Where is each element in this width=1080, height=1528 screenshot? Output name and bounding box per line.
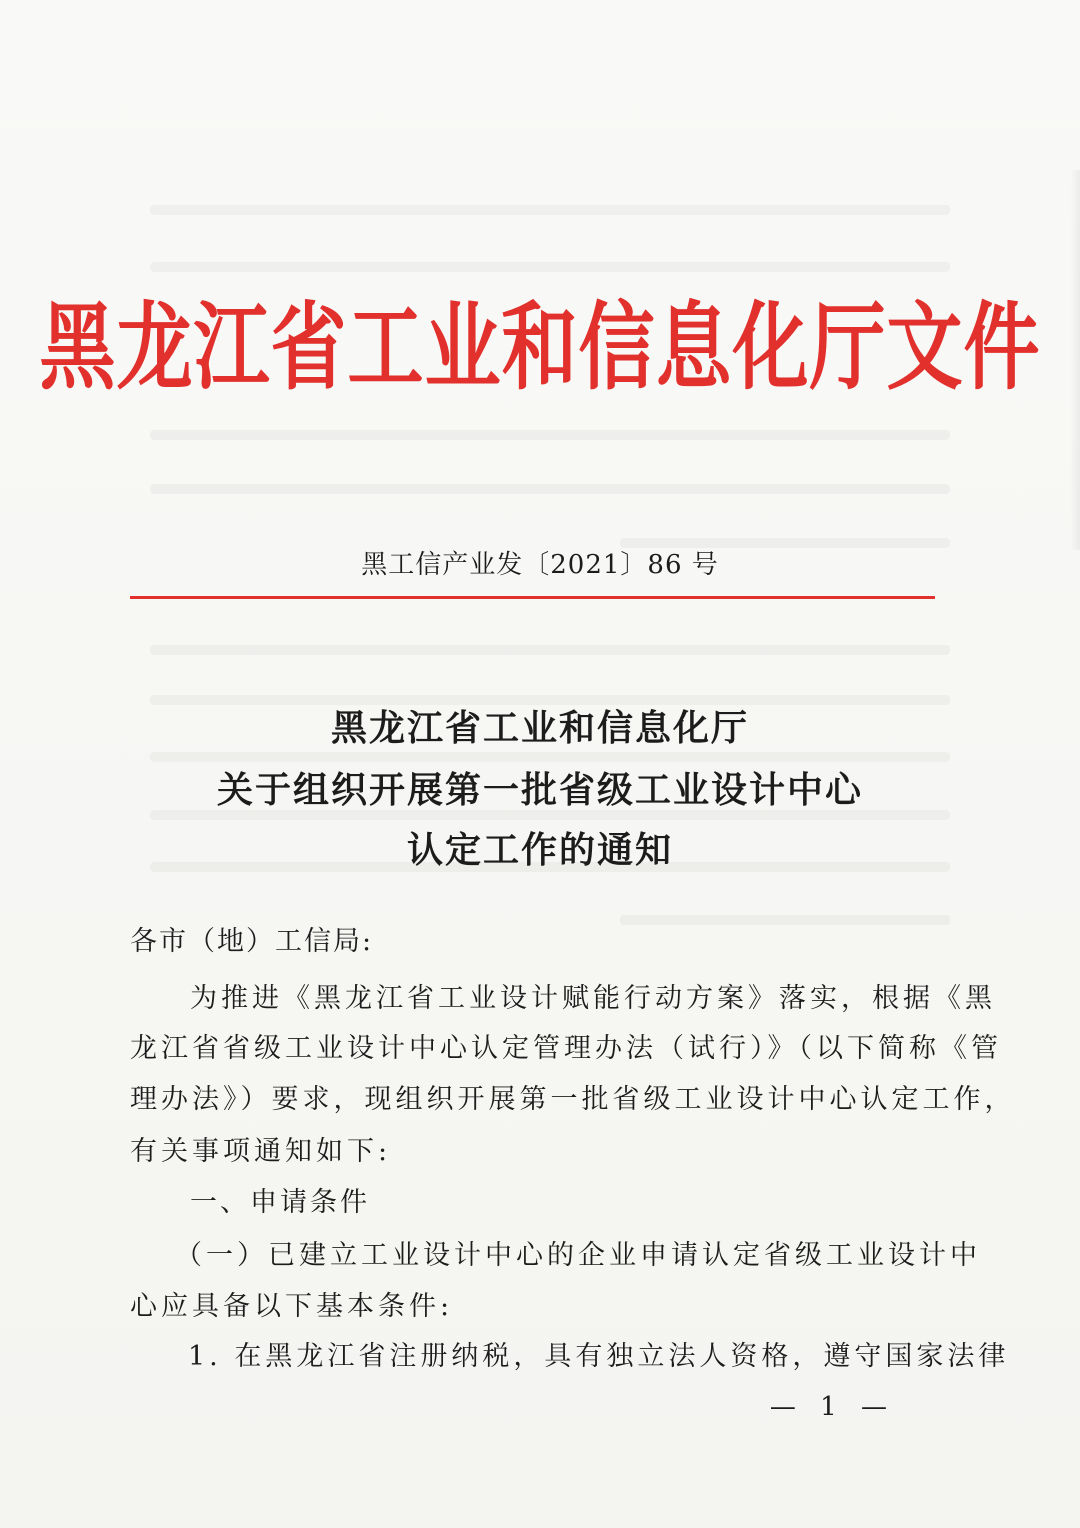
bleed-through-line xyxy=(150,430,950,440)
issuing-authority-header: 黑龙江省工业和信息化厅文件 xyxy=(39,291,1041,403)
bleed-through-line xyxy=(150,645,950,655)
body-paragraph-line: 有关事项通知如下: xyxy=(130,1136,392,1167)
document-title-line-2: 关于组织开展第一批省级工业设计中心 xyxy=(216,769,863,811)
document-title-line-3: 认定工作的通知 xyxy=(406,829,673,871)
document-number: 黑工信产业发〔2021〕86 号 xyxy=(361,550,719,580)
document-title-line-1: 黑龙江省工业和信息化厅 xyxy=(330,707,749,749)
section-heading: 一、申请条件 xyxy=(190,1187,370,1218)
subsection-line: 心应具备以下基本条件: xyxy=(130,1291,454,1322)
bleed-through-line xyxy=(620,915,950,925)
red-separator-line xyxy=(130,596,935,599)
bleed-through-line xyxy=(150,484,950,494)
bleed-through-line xyxy=(150,262,950,272)
body-paragraph-line: 理办法》）要求，现组织开展第一批省级工业设计中心认定工作， xyxy=(130,1084,1016,1115)
subsection-line: （一）已建立工业设计中心的企业申请认定省级工业设计中 xyxy=(175,1240,981,1271)
bleed-through-line xyxy=(150,810,950,820)
list-item: 1. 在黑龙江省注册纳税，具有独立法人资格，遵守国家法律 xyxy=(188,1341,1010,1372)
bleed-through-line xyxy=(150,752,950,762)
body-paragraph-line: 为推进《黑龙江省工业设计赋能行动方案》落实，根据《黑 xyxy=(190,983,996,1014)
bleed-through-line xyxy=(150,695,950,705)
body-paragraph-line: 龙江省省级工业设计中心认定管理办法（试行）》（以下简称《管 xyxy=(130,1033,1002,1064)
salutation: 各市（地）工信局: xyxy=(130,926,374,957)
page-number: — 1 — xyxy=(769,1392,895,1422)
bleed-through-line xyxy=(150,205,950,215)
